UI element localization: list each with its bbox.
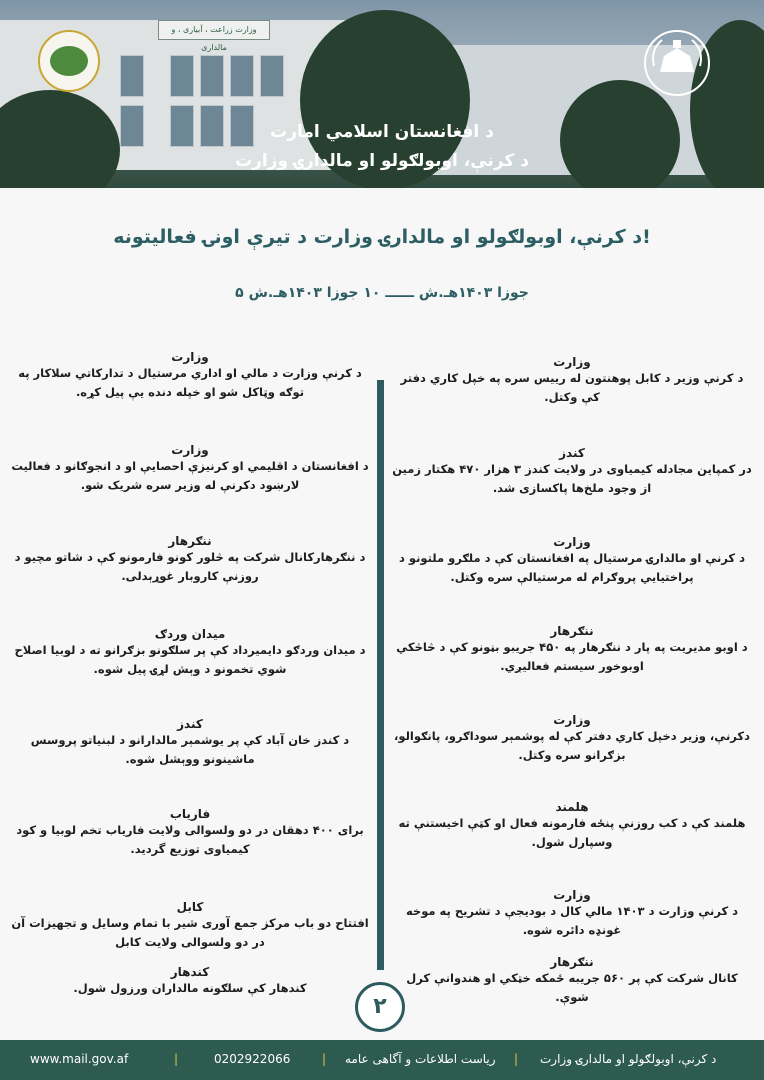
header-line-2: د کرنې، اوبولګولو او مالدارۍ وزارت: [235, 151, 529, 171]
news-item: [392, 624, 752, 676]
news-item: [392, 713, 752, 765]
footer-office: ریاست اطلاعات و آگاهی عامه: [345, 1052, 496, 1066]
item-body: د ننګرهارکانال شرکت په څلور کونو فارمونو کې د شاتو مچیو د روزنې کاروبار غوړېدلی.: [14, 550, 366, 583]
signboard: وزارت زراعت ، آبیاری ، و مالداری: [158, 20, 270, 40]
item-title: فاریاب: [169, 807, 211, 821]
news-item: [10, 627, 370, 679]
item-body: د کندز خان آباد کې پر یوشمېر مالدارانو د لبنیاتو پروسس ماشینونو ووېشل شوه.: [30, 733, 350, 766]
item-title: وزارت: [553, 888, 591, 902]
footer-bar: [0, 1040, 764, 1080]
item-body: در کمپاین مجادله کیمیاوی در ولایت کندز ۳ هزار ۴۷۰ هکتار زمین از وجود ملخ‌ها پاکسازی شد.: [392, 462, 752, 495]
item-title: وزارت: [553, 713, 591, 727]
news-item: [392, 955, 752, 1007]
item-body: دکرنې، وزیر دخپل کاري دفتر کې له پوشمېر سوداګرو، پانګوالو، بزګرانو سره وکتل.: [393, 729, 751, 762]
item-body: د کرنې او مالدارۍ مرستیال په افغانستان کې د ملګرو ملتونو د پراختیایي پروګرام له مرستیالې سره وکتل.: [398, 551, 746, 584]
item-title: وزارت: [171, 350, 209, 364]
item-body: د کرنې وزیر د کابل پوهنتون له رییس سره په خپل کاري دفتر کې وکتل.: [400, 371, 744, 404]
news-item: [392, 446, 752, 498]
item-body: هلمند کې د کب روزنې پنځه فارمونه فعال او کټې اخیستنې ته وسپارل شول.: [398, 816, 746, 849]
news-item: [10, 807, 370, 859]
item-title: وزارت: [553, 535, 591, 549]
item-title: وزارت: [171, 443, 209, 457]
footer-separator: |: [322, 1052, 327, 1066]
item-title: ننګرهار: [550, 624, 594, 638]
ministry-logo: [38, 30, 100, 92]
emirate-emblem: [640, 26, 714, 100]
page-title: د کرنې، اوبولګولو او مالدارۍ وزارت د تیرې اونۍ فعالیتونه!: [113, 226, 651, 248]
item-body: د افغانستان د اقلیمي او کرنیزې احصایې او د انجوګانو د فعالیت لارښود دکرنې له وزیر سره شریک شو.: [11, 459, 369, 492]
item-body: د کرنې وزارت د مالي او اداري مرستیال د تدارکاتي سلاکار په توګه وټاکل شو او خپله دنده یې پیل کړه.: [18, 366, 362, 399]
page-number: ۲: [355, 982, 405, 1032]
date-range: ۵ جوزا ۱۴۰۳هـ.ش ــــــ ۱۰ جوزا ۱۴۰۳هـ.ش: [235, 285, 529, 301]
item-body: برای ۴۰۰ دهقان در دو ولسوالی ولایت فاریاب تخم لوبیا و کود کیمیاوی توزیع گردید.: [16, 823, 364, 856]
news-item: [392, 355, 752, 407]
item-title: وزارت: [553, 355, 591, 369]
footer-ministry: د کرنې، اوبولګولو او مالدارۍ وزارت: [540, 1052, 717, 1066]
news-item: [10, 900, 370, 952]
news-item: [10, 717, 370, 769]
news-item: [10, 534, 370, 586]
header-line-1: د افغانستان اسلامي امارت: [270, 122, 494, 142]
item-body: کانال شرکت کې پر ۵۶۰ جریبه ځمکه خټکي او هندوانې کرل شوې.: [406, 971, 738, 1004]
item-body: افتتاح دو باب مرکز جمع آوری شیر با تمام وسایل و تجهیزات آن در دو ولسوالی ولایت کابل: [11, 916, 369, 949]
item-title: هلمند: [555, 800, 589, 814]
item-title: کابل: [176, 900, 204, 914]
footer-phone: 0202922066: [214, 1052, 291, 1066]
item-title: میدان وردګ: [154, 627, 226, 641]
item-title: ننګرهار: [550, 955, 594, 969]
news-item: [10, 965, 370, 998]
item-body: د اوبو مدیریت په پار د ننګرهار په ۴۵۰ جریبو بڼونو کې د څاڅکي اوبوخور سیستم فعالیږي.: [396, 640, 748, 673]
item-body: کندهار کې سلګونه مالداران ورزول شول.: [73, 981, 307, 995]
item-title: ننګرهار: [168, 534, 212, 548]
news-item: [392, 888, 752, 940]
column-divider: [377, 380, 384, 970]
news-item: [10, 350, 370, 402]
item-body: د میدان وردګو دایمیرداد کې پر سلګونو بزګرانو ته د لوبیا اصلاح شوي تخمونو د وېش لړۍ پیل شوه.: [14, 643, 366, 676]
news-item: [10, 443, 370, 495]
footer-separator: |: [174, 1052, 179, 1066]
footer-website[interactable]: www.mail.gov.af: [30, 1052, 129, 1066]
item-body: د کرنې وزارت د ۱۴۰۳ مالي کال د بودیجې د تشریح په موخه غونډه دائره شوه.: [405, 904, 739, 937]
item-title: کندهار: [170, 965, 210, 979]
item-title: کندز: [177, 717, 203, 731]
footer-separator: |: [514, 1052, 519, 1066]
header-banner: [0, 0, 764, 188]
news-item: [392, 800, 752, 852]
news-item: [392, 535, 752, 587]
item-title: کندز: [559, 446, 585, 460]
